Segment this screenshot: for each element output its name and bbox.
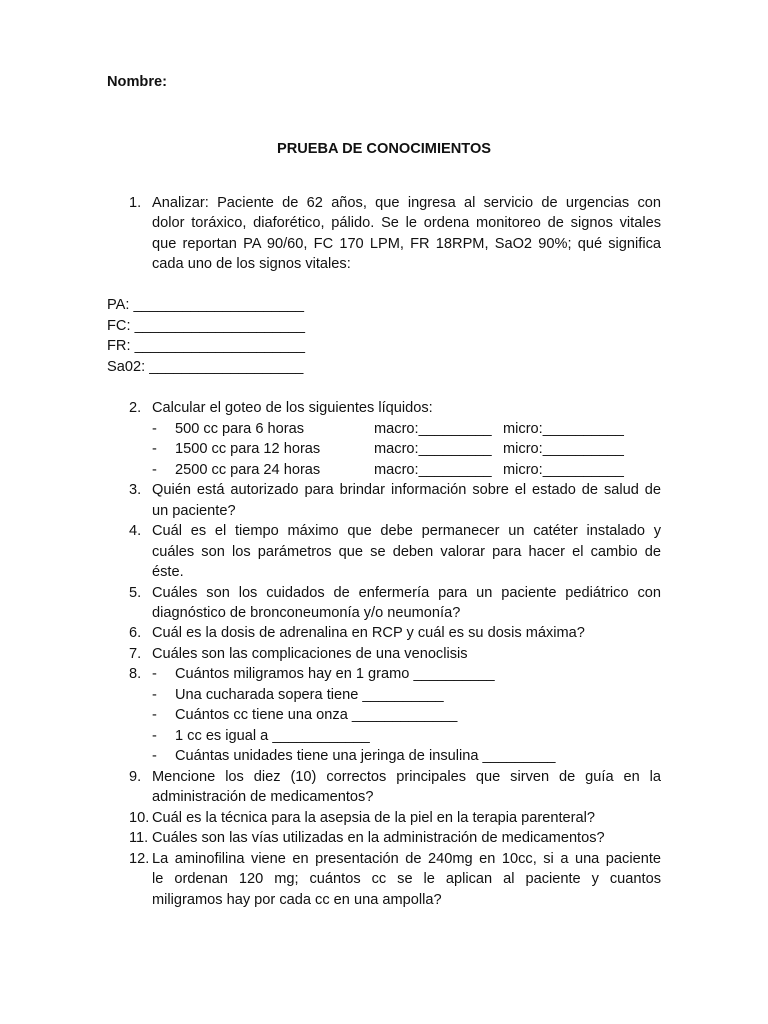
answer-blank-pa: PA: _____________________ bbox=[107, 297, 304, 313]
question-line: miligramos hay por cada cc en una ampolla? bbox=[152, 892, 442, 908]
question-number: 4. bbox=[129, 523, 142, 539]
question-text: Cuáles son las vías utilizadas en la administración de medicamentos? bbox=[152, 830, 605, 846]
list-dash: - bbox=[152, 707, 157, 723]
question-number: 8. bbox=[129, 666, 142, 682]
list-item-text: 1 cc es igual a ____________ bbox=[175, 728, 370, 744]
list-dash: - bbox=[152, 421, 157, 437]
macro-blank: macro:_________ bbox=[374, 441, 492, 457]
list-dash: - bbox=[152, 441, 157, 457]
question-line: diagnóstico de bronconeumonía y/o neumonía? bbox=[152, 605, 461, 621]
question-text: Calcular el goteo de los siguientes líquidos: bbox=[152, 400, 433, 416]
question-line: administración de medicamentos? bbox=[152, 789, 374, 805]
question-number: 1. bbox=[129, 195, 142, 211]
list-dash: - bbox=[152, 748, 157, 764]
list-dash: - bbox=[152, 728, 157, 744]
micro-blank: micro:__________ bbox=[503, 462, 624, 478]
answer-blank-fc: FC: _____________________ bbox=[107, 318, 306, 334]
question-line: Analizar: Paciente de 62 años, que ingresa al servicio de urgencias con bbox=[152, 195, 661, 211]
question-line: La aminofilina viene en presentación de 240mg en 10cc, si a una paciente bbox=[152, 851, 661, 867]
list-dash: - bbox=[152, 666, 157, 682]
micro-blank: micro:__________ bbox=[503, 421, 624, 437]
micro-blank: micro:__________ bbox=[503, 441, 624, 457]
answer-blank-sa02: Sa02: ___________________ bbox=[107, 359, 304, 375]
question-number: 12. bbox=[129, 851, 150, 867]
name-label: Nombre: bbox=[107, 74, 167, 90]
question-number: 11. bbox=[129, 830, 149, 846]
question-line: Mencione los diez (10) correctos principales que sirven de guía en la bbox=[152, 769, 661, 785]
question-line: cuáles son los parámetros que se deben valorar para hacer el cambio de bbox=[152, 544, 661, 560]
list-item-text: 500 cc para 6 horas bbox=[175, 421, 304, 437]
list-item-text: Cuántos cc tiene una onza _____________ bbox=[175, 707, 458, 723]
list-item-text: Cuántos miligramos hay en 1 gramo __________ bbox=[175, 666, 495, 682]
list-item-text: 1500 cc para 12 horas bbox=[175, 441, 321, 457]
question-number: 9. bbox=[129, 769, 142, 785]
answer-blank-fr: FR: _____________________ bbox=[107, 338, 306, 354]
question-line: Cuáles son los cuidados de enfermería para un paciente pediátrico con bbox=[152, 585, 661, 601]
question-number: 7. bbox=[129, 646, 142, 662]
question-line: dolor toráxico, diaforético, pálido. Se le ordena monitoreo de signos vitales bbox=[152, 215, 661, 231]
question-line: que reportan PA 90/60, FC 170 LPM, FR 18RPM, SaO2 90%; qué significa bbox=[152, 236, 661, 252]
question-line: Cuál es el tiempo máximo que debe permanecer un catéter instalado y bbox=[152, 523, 661, 539]
question-number: 2. bbox=[129, 400, 142, 416]
list-item-text: 2500 cc para 24 horas bbox=[175, 462, 321, 478]
question-line: un paciente? bbox=[152, 503, 236, 519]
macro-blank: macro:_________ bbox=[374, 421, 492, 437]
question-number: 10. bbox=[129, 810, 150, 826]
list-item-text: Una cucharada sopera tiene __________ bbox=[175, 687, 444, 703]
list-dash: - bbox=[152, 687, 157, 703]
page-title: PRUEBA DE CONOCIMIENTOS bbox=[276, 141, 492, 157]
question-text: Cuál es la dosis de adrenalina en RCP y cuál es su dosis máxima? bbox=[152, 625, 585, 641]
list-item-text: Cuántas unidades tiene una jeringa de insulina _________ bbox=[175, 748, 556, 764]
question-text: Cuáles son las complicaciones de una venoclisis bbox=[152, 646, 468, 662]
question-number: 5. bbox=[129, 585, 142, 601]
question-line: cada uno de los signos vitales: bbox=[152, 256, 351, 272]
macro-blank: macro:_________ bbox=[374, 462, 492, 478]
question-number: 6. bbox=[129, 625, 142, 641]
list-dash: - bbox=[152, 462, 157, 478]
question-line: le ordenan 120 mg; cuántos cc se le aplican al paciente y cuantos bbox=[152, 871, 661, 887]
question-line: éste. bbox=[152, 564, 184, 580]
question-number: 3. bbox=[129, 482, 142, 498]
question-line: Quién está autorizado para brindar información sobre el estado de salud de bbox=[152, 482, 661, 498]
question-text: Cuál es la técnica para la asepsia de la piel en la terapia parenteral? bbox=[152, 810, 595, 826]
